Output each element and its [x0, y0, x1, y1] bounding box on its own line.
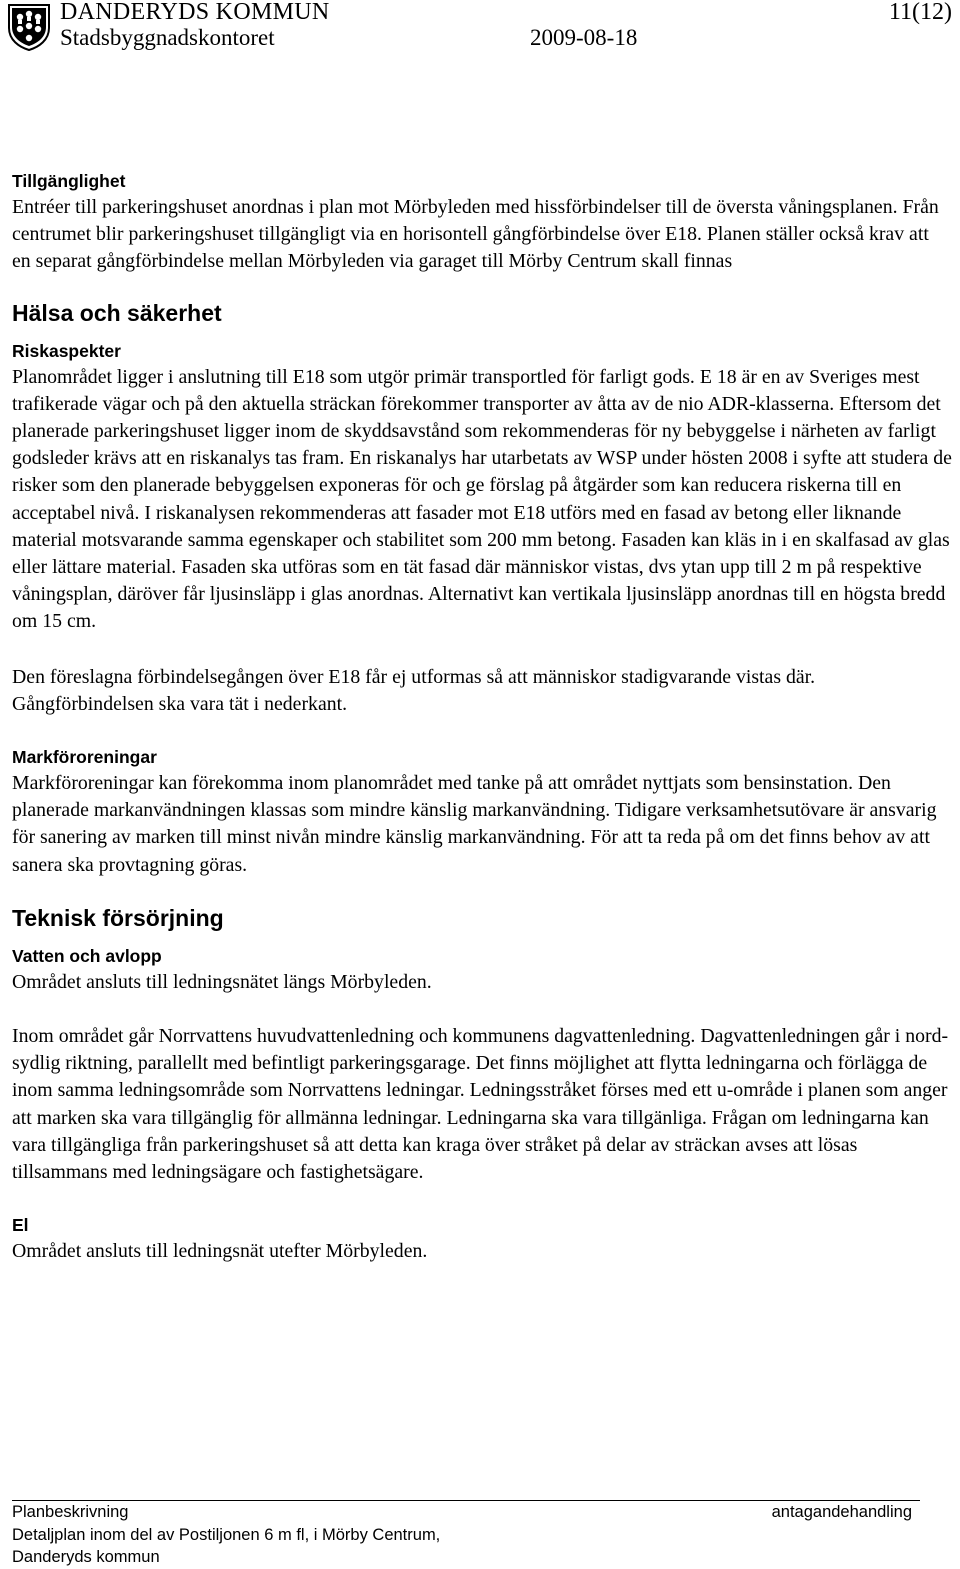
heading-halsa-sakerhet: Hälsa och säkerhet — [12, 299, 222, 326]
heading-markfororeningar: Markföroreningar — [12, 747, 157, 768]
paragraph-vatten-1: Området ansluts till ledningsnätet längs Mörbyleden. — [12, 970, 432, 993]
heading-el: El — [12, 1215, 29, 1236]
paragraph-riskaspekter: Planområdet ligger i anslutning till E18 som utgör primär transportled för farligt gods. E 18 är en av Sveriges mest trafikerade vägar och på den aktuella sträckan förekommer transporter av åtta av de nio ADR-klasserna. Eftersom det planerade parkeringshuset ligger inom de skyddsavstånd som rekommenderas för ny bebyggelse i närheten av farligt godsleder krävs att en riskanalys tas fram. En riskanalys har utarbetats av WSP under hösten 2008 i syfte att studera de risker som den planerade bebyggelsen exponeras för och ge förslag på åtgärder som kan reducera riskerna till en acceptabel nivå. I riskanalysen rekommenderas att fasader mot E18 utförs med en fasad av betong eller liknande material motsvarande samma egenskaper och stabilitet som 200 mm betong. Fasaden kan kläs in i en skalfasad av glas eller lättare material. Fasaden ska utföras som en tät fasad där människor vistas, dvs ytan upp till 2 m på respektive våningsplan, däröver får ljusinsläpp i glas anordnas. Alternativt kan vertikala ljusinsläpp anordnas till en högsta bredd om 15 cm. — [12, 365, 952, 633]
page-number: 11(12) — [888, 0, 952, 25]
organization-name: DANDERYDS KOMMUN — [60, 0, 330, 25]
footer-plan-name-line2: Danderyds kommun — [12, 1548, 160, 1566]
footer-doc-type: Planbeskrivning — [12, 1503, 129, 1521]
footer-status: antagandehandling — [771, 1503, 912, 1521]
paragraph-vatten-2: Inom området går Norrvattens huvudvattenledning och kommunens dagvattenledning. Dagvattenledningen går i nord-sydlig riktning, parallellt med befintligt parkeringsgarage. Det finns möjlighet att flytta ledningarna och förlägga de inom samma ledningsområde som Norrvattens ledningar. Ledningsstråket förses med ett u-område i planen som anger att marken ska vara tillgänglig för allmänna ledningar. Ledningarna ska vara tillgänliga. Frågan om ledningarna kan vara tillgängliga från parkeringshuset så att detta kan kraga över stråket på delar av sträckan avses att lösas tillsammans med ledningsägare och fastighetsägare. — [12, 1025, 949, 1184]
document-body — [12, 168, 952, 1265]
paragraph-markfororeningar: Markföroreningar kan förekomma inom planområdet med tanke på att området nyttjats som bensinstation. Den planerade markanvändningen klassas som mindre känslig markanvändning. Tidigare verksamhetsutövare är ansvarig för sanering av marken till minst nivån mindre känslig markanvändning. För att ta reda på om det finns behov av att sanera ska provtagning göras. — [12, 772, 937, 876]
department-name: Stadsbyggnadskontoret — [60, 25, 275, 50]
footer-left — [12, 1501, 440, 1569]
municipality-logo — [6, 2, 52, 52]
footer-plan-name-line1: Detaljplan inom del av Postiljonen 6 m fl, i Mörby Centrum, — [12, 1525, 441, 1544]
heading-teknisk-forsorjning: Teknisk försörjning — [12, 904, 224, 931]
paragraph-forbindelsegang: Den föreslagna förbindelsegången över E18 får ej utformas så att människor stadigvarande vistas där. Gångförbindelsen ska vara tät i nederkant. — [12, 665, 816, 715]
heading-tillganglighet: Tillgänglighet — [12, 171, 126, 191]
heading-riskaspekter: Riskaspekter — [12, 340, 121, 361]
document-date: 2009-08-18 — [530, 25, 638, 50]
paragraph-tillganglighet: Entréer till parkeringshuset anordnas i plan mot Mörbyleden med hissförbindelser till de översta våningsplanen. Från centrumet blir parkeringshuset tillgängligt via en horisontell gångförbindelse över E18. Planen ställer också krav att en separat gångförbindelse mellan Mörbyleden via garaget till Mörby Centrum skall finnas — [12, 196, 939, 273]
paragraph-el: Området ansluts till ledningsnät utefter Mörbyleden. — [12, 1240, 428, 1263]
heading-vatten-avlopp: Vatten och avlopp — [12, 945, 162, 966]
